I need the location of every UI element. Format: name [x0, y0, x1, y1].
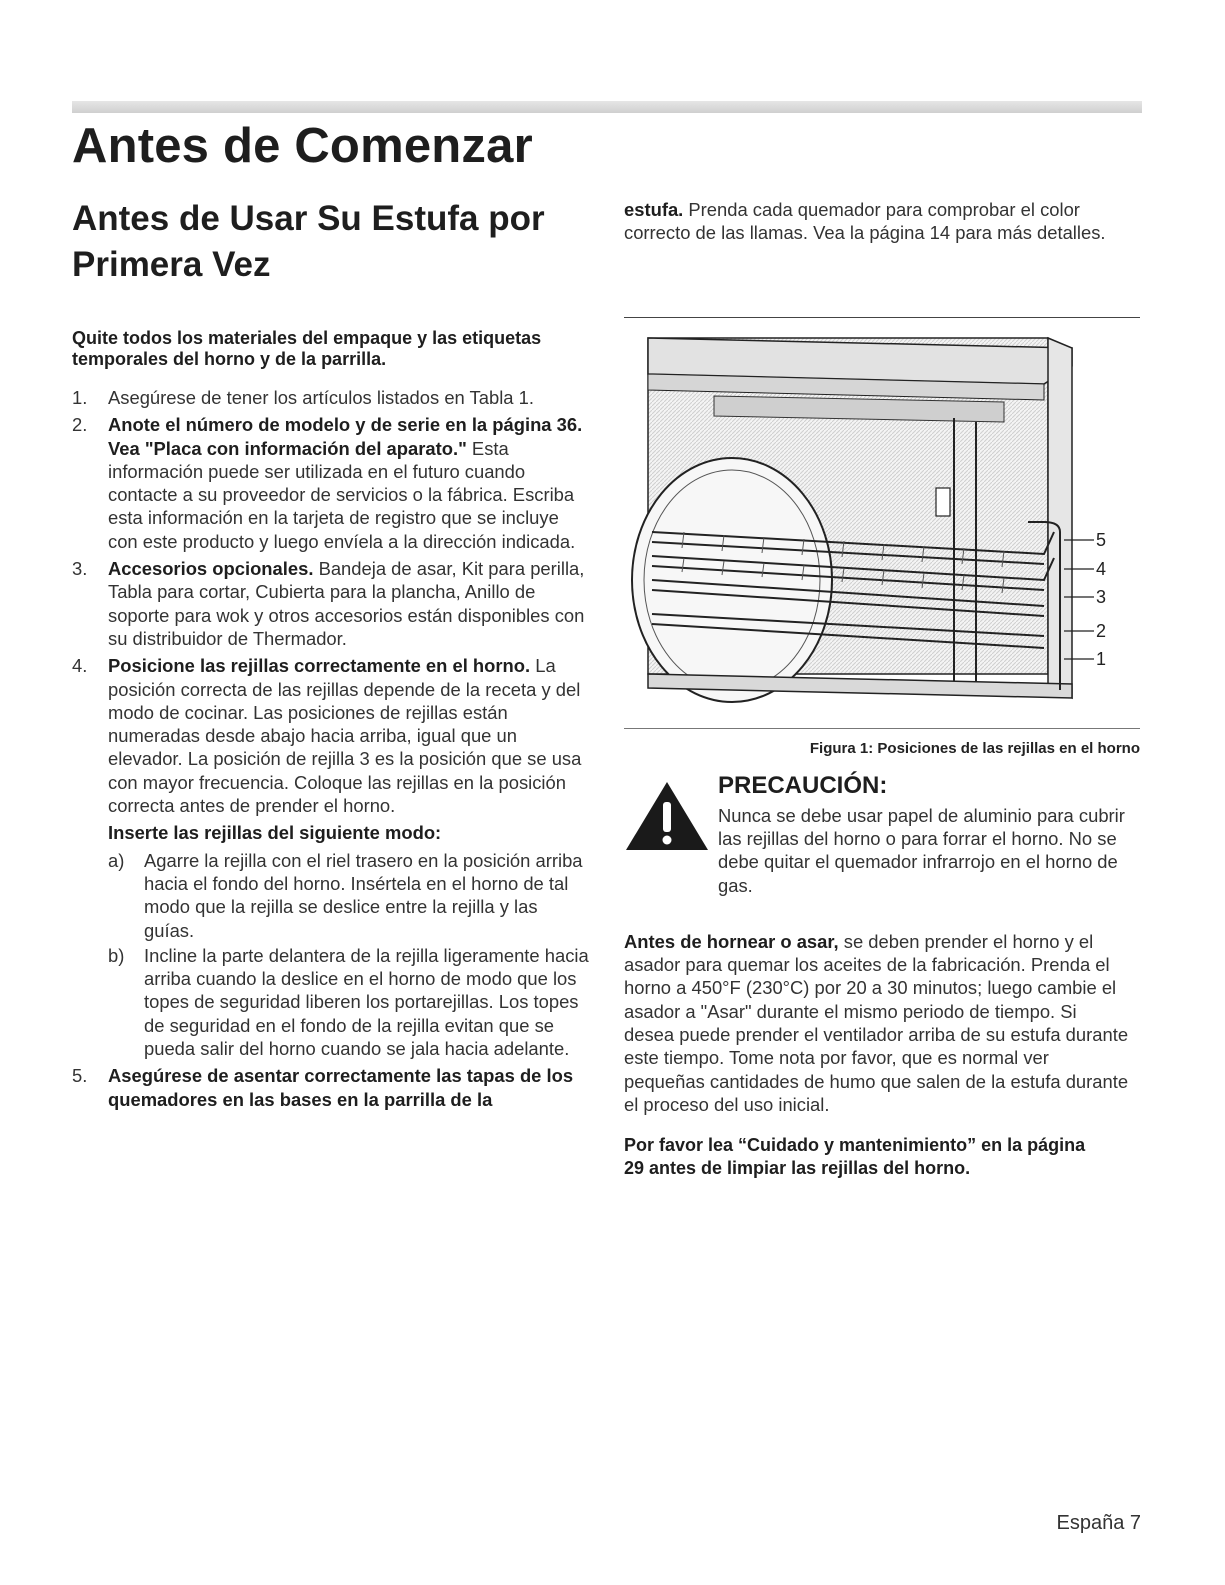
step-number: 2.	[72, 414, 88, 436]
step-number: 1.	[72, 387, 88, 408]
list-item	[108, 849, 592, 942]
caution-box	[624, 771, 1144, 922]
oven-rack-figure	[624, 318, 1140, 728]
left-column	[72, 196, 592, 1115]
substep-text: Agarre la rejilla con el riel trasero en la posición arriba hacia el fondo del horno. Insértela en el horno de tal modo que la rejilla se deslice entre la rejilla y las guías.	[144, 849, 583, 941]
steps-list	[72, 386, 592, 1111]
step-text: Esta información puede ser utilizada en el futuro cuando contacte a su proveedor de servicios o la fábrica. Escriba esta información en la tarjeta de registro que se incluye con este producto y luego envíela a la dirección indicada.	[108, 437, 576, 552]
list-item	[108, 944, 592, 1060]
oven-rack-illustration	[624, 318, 1140, 728]
before-use-paragraph	[624, 930, 1130, 1116]
continuation-text: Prenda cada quemador para comprobar el color correcto de las llamas. Vea la página 14 para más detalles.	[624, 199, 1106, 244]
list-item	[72, 413, 592, 553]
section-title-line2: Primera Vez	[72, 245, 271, 284]
rack-label-2: 2	[1096, 620, 1107, 641]
step-number: 4.	[72, 655, 88, 677]
rack-label-3: 3	[1096, 586, 1107, 607]
step-bold: Accesorios opcionales.	[108, 558, 314, 580]
insert-heading: Inserte las rejillas del siguiente modo:	[108, 822, 442, 844]
before-use-text: se deben prender el horno y el asador para quemar los aceites de la fabricación. Prenda el horno a 450°F (230°C) por 20 a 30 minutos; luego cambie el asador a "Asar" durante el mismo periodo de tiempo. Si desea puede prender el ventilador arriba de su estufa durante este tiempo. Tome nota por favor, que es normal ver pequeñas cantidades de humo que salen de la estufa durante el proceso del uso inicial.	[624, 930, 1129, 1115]
rack-label-1: 1	[1096, 648, 1107, 669]
substep-text: Incline la parte delantera de la rejilla ligeramente hacia arriba cuando la deslice en el horno de modo que los topes de seguridad liberen los portarejillas. Los topes de seguridad en el fondo de la rejilla evitan que se pueda salir del horno cuando se jala hacia adelante.	[144, 944, 589, 1060]
warning-icon	[624, 780, 710, 852]
step-bold: Asegúrese de asentar correctamente las tapas de los quemadores en las bases en la parrilla de la	[108, 1065, 574, 1110]
step-text: La posición correcta de las rejillas depende de la receta y del modo de cocinar. Las posiciones de rejillas están numeradas desde abajo hacia arriba, igual que un elevador. La posición de rejilla 3 es la posición que se usa con mayor frecuencia. Coloque las rejillas en la posición correcta antes de prender el horno.	[108, 655, 582, 817]
page-number: España 7	[1056, 1512, 1141, 1534]
section-title	[72, 196, 592, 288]
step-number: 3.	[72, 558, 88, 580]
step-bold: Posicione las rejillas correctamente en el horno.	[108, 655, 531, 677]
caution-text: Nunca se debe usar papel de aluminio para cubrir las rejillas del horno o para forrar el horno. No se debe quitar el quemador infrarrojo en el horno de gas.	[718, 804, 1125, 896]
continuation-bold: estufa.	[624, 199, 684, 220]
section-title-line1: Antes de Usar Su Estufa por	[72, 199, 545, 238]
figure-caption: Figura 1: Posiciones de las rejillas en el horno	[809, 739, 1140, 757]
step-text: Bandeja de asar, Kit para perilla, Tabla para cortar, Cubierta para la plancha, Anillo de soporte para wok y otros accesorios están disponibles con su distribuidor de Thermador.	[108, 558, 585, 649]
caution-title: PRECAUCIÓN:	[718, 771, 888, 799]
intro-instruction: Quite todos los materiales del empaque y las etiquetas temporales del horno y de la parrilla.	[72, 328, 542, 369]
substeps-list	[108, 849, 592, 1061]
list-item	[72, 1064, 592, 1111]
page-title: Antes de Comenzar	[72, 119, 533, 173]
step-text: Asegúrese de tener los artículos listados en Tabla 1.	[108, 387, 534, 408]
right-column	[624, 198, 1144, 1198]
substep-letter: a)	[108, 849, 125, 871]
list-item	[72, 654, 592, 1060]
substep-letter: b)	[108, 944, 125, 966]
list-item	[72, 386, 592, 409]
list-item	[72, 557, 592, 650]
step-bold: Anote el número de modelo y de serie en la página 36. Vea "Placa con información del aparato."	[108, 414, 583, 459]
before-use-bold: Antes de hornear o asar,	[624, 930, 839, 952]
header-rule	[72, 101, 1142, 113]
closing-note: Por favor lea “Cuidado y mantenimiento” en la página 29 antes de limpiar las rejillas del horno.	[624, 1135, 1086, 1179]
step-number: 5.	[72, 1065, 88, 1087]
rack-label-5: 5	[1096, 529, 1107, 550]
continuation-paragraph	[624, 198, 1114, 245]
rack-label-4: 4	[1096, 558, 1107, 579]
